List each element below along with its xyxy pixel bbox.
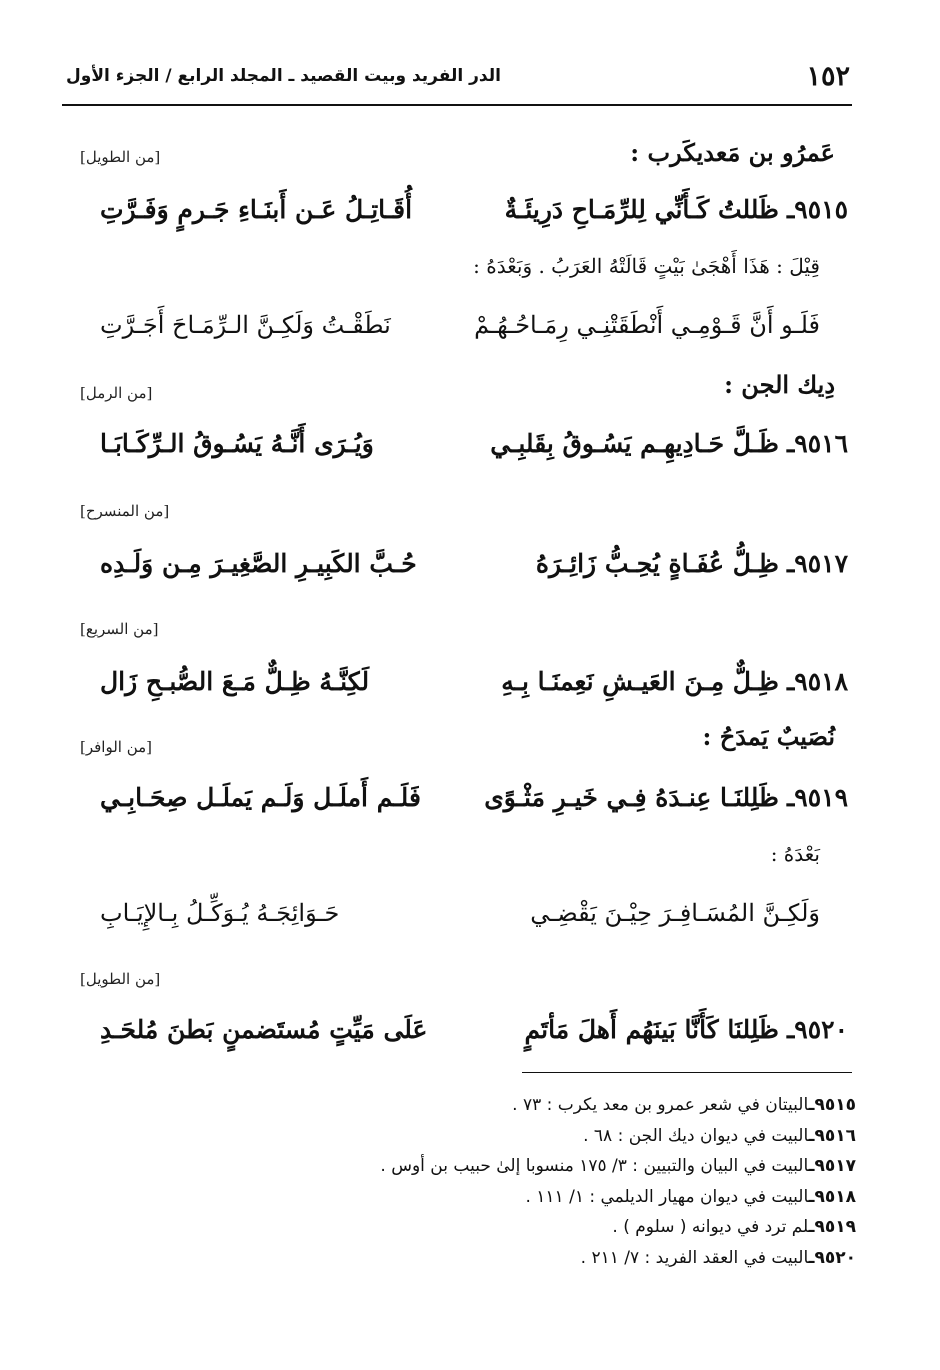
footnote-text: البيت في ديوان ديك الجن : ٦٨ .	[583, 1125, 809, 1146]
footnote	[96, 1212, 856, 1243]
footnote	[96, 1121, 856, 1152]
footnote-text: البيتان في شعر عمرو بن معد يكرب : ٧٣ .	[512, 1095, 809, 1115]
footnote-text: لم ترد في ديوانه ( سلوم ) .	[612, 1217, 809, 1237]
footnote	[96, 1182, 856, 1213]
running-header	[66, 56, 850, 96]
verse-9515	[100, 186, 848, 232]
verse-hemistich-second: نَطَقْـتُ وَلَكِـنَّ الـرِّمَـاحَ أَجَـرَّتِ	[99, 311, 391, 339]
verse-extra	[100, 890, 820, 936]
verse-hemistich-first: وَلَكِـنَّ المُسَـافِـرَ حِيْـنَ يَقْضِـي	[530, 899, 820, 927]
verse-hemistich-first: ظَللتُ كَـأَنِّي لِلرِّمَـاحِ دَرِيئَـةٌ	[504, 194, 779, 224]
footnote-text: البيت في العقد الفريد : ٧/ ٢١١ .	[580, 1247, 809, 1268]
verse-number: ٩٥١٦ـ	[786, 428, 848, 458]
verse-extra	[100, 302, 820, 348]
verse-hemistich-second: أُقَـاتِـلُ عَـن أَبنَـاءِ جَـرمٍ وَفَـرَّتِ	[100, 194, 413, 224]
verse-note: بَعْدَهُ :	[770, 842, 820, 866]
verse-9517	[100, 540, 848, 586]
verse-hemistich-first: ظَـلَّ حَـادِيهِـم يَسُـوقُ بِقَلبِـي	[490, 428, 779, 458]
footnote-number: ٩٥١٦ـ	[808, 1125, 856, 1146]
footnote-number: ٩٥١٨ـ	[808, 1186, 856, 1207]
footnote-number: ٩٥٢٠ـ	[808, 1247, 856, 1268]
meter-tag: [من الطويل]	[80, 148, 161, 166]
verse-hemistich-second: حُـبَّ الكَبِيـرِ الصَّغِيـرَ مِـن وَلَـدِه	[100, 548, 417, 578]
footnote	[96, 1090, 856, 1121]
verse-hemistich-first: ظِـلُّ عُفَـاةٍ يُحِـبُّ زَائِـرَهُ	[535, 548, 779, 578]
verse-9516	[100, 420, 848, 466]
poet-name: دِيك الجن :	[724, 370, 835, 399]
poet-name: نُصَيبٌ يَمدَحُ :	[702, 722, 835, 751]
verse-9519	[100, 774, 848, 820]
meter-tag: [من الرمل]	[80, 384, 153, 402]
meter-tag: [من المنسرح]	[80, 502, 170, 520]
running-title: الدر الفريد وبيت القصيد ـ المجلد الرابع / الجزء الأول	[66, 66, 501, 86]
header-rule	[62, 104, 852, 106]
verse-hemistich-first: ظَلِلنَـا عِنـدَهُ فِـي خَيـرِ مَثْـوًى	[484, 782, 779, 812]
verse-hemistich-first: ظَلِلنَا كَأَنَّا بَينَهُم أَهلَ مَأتَمٍ	[524, 1014, 779, 1044]
verse-hemistich-first: ظِـلٌّ مِـنَ العَيـشِ نَعِمنَـا بِـهِ	[501, 666, 779, 696]
footnote	[96, 1151, 856, 1182]
footnote-number: ٩٥١٥ـ	[808, 1095, 856, 1115]
footnote-text: البيت في البيان والتبيين : ٣/ ١٧٥ منسوبا إلىٰ حبيب بن أوس .	[380, 1156, 809, 1176]
verse-number: ٩٥٢٠ـ	[786, 1014, 848, 1044]
footnote-text: البيت في ديوان مهيار الديلمي : ١/ ١١١ .	[525, 1186, 809, 1207]
verse-hemistich-first: فَلَـو أَنَّ قَـوْمِـي أَنْطَقَتْنِـي رِمَـاحُـهُـمْ	[474, 311, 820, 339]
verse-hemistich-second: حَـوَائِجَـهُ يُـوَكِّـلُ بِـالإِيَـابِ	[100, 899, 340, 927]
footnotes	[96, 1090, 856, 1273]
verse-hemistich-second: لَكِنَّـهُ ظِـلٌّ مَـعَ الصُّبـحِ زَال	[100, 666, 370, 696]
footnote	[96, 1243, 856, 1274]
poet-name: عَمرُو بن مَعديكَرب :	[630, 138, 835, 167]
verse-number: ٩٥١٨ـ	[786, 666, 848, 696]
verse-number: ٩٥١٩ـ	[786, 782, 848, 812]
page-number: ١٥٢	[806, 60, 850, 92]
verse-hemistich-second: فَلَـم أَملَـل وَلَـم يَملَـل صِحَـابِـي	[100, 782, 421, 812]
verse-9518	[100, 658, 848, 704]
footnote-rule	[522, 1072, 852, 1073]
footnote-number: ٩٥١٩ـ	[808, 1217, 856, 1237]
verse-note: قِيْلَ : هَذَا أَهْجَىٰ بَيْتٍ قَالَتْهُ العَرَبُ . وَبَعْدَهُ :	[473, 254, 820, 278]
verse-hemistich-second: وَيُـرَى أَنَّـهُ يَسُـوقُ الـرِّكَـابَـا	[100, 428, 374, 458]
verse-hemistich-second: عَلَى مَيِّتٍ مُستَضمنٍ بَطنَ مُلحَـدِ	[100, 1014, 428, 1044]
verse-9520	[100, 1006, 848, 1052]
meter-tag: [من الطويل]	[80, 970, 161, 988]
footnote-number: ٩٥١٧ـ	[808, 1156, 856, 1176]
meter-tag: [من الوافر]	[80, 738, 153, 756]
verse-number: ٩٥١٧ـ	[786, 548, 848, 578]
meter-tag: [من السريع]	[80, 620, 159, 638]
verse-number: ٩٥١٥ـ	[786, 194, 848, 224]
